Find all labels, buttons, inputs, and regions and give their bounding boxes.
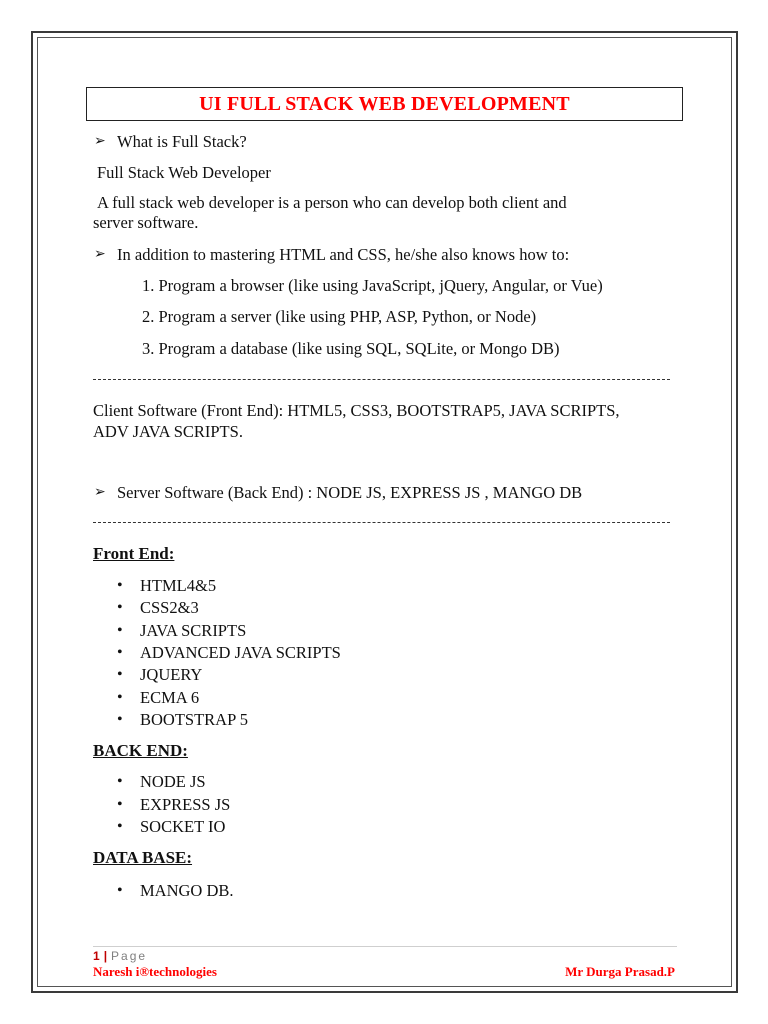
server-software-line: Server Software (Back End) : NODE JS, EXPRESS JS , MANGO DB xyxy=(117,483,583,502)
list-item: BOOTSTRAP 5 xyxy=(140,710,249,729)
dot-bullet-icon: • xyxy=(117,796,123,813)
dot-bullet-icon: • xyxy=(117,577,123,594)
question-what-is-full-stack: What is Full Stack? xyxy=(117,132,247,151)
dashed-divider xyxy=(93,379,670,380)
client-software-line-1: Client Software (Front End): HTML5, CSS3, BOOTSTRAP5, JAVA SCRIPTS, xyxy=(93,401,620,420)
numbered-item: 3. Program a database (like using SQL, SQLite, or Mongo DB) xyxy=(142,339,560,358)
dot-bullet-icon: • xyxy=(117,689,123,706)
dashed-divider xyxy=(93,522,670,523)
numbered-item: 1. Program a browser (like using JavaScript, jQuery, Angular, or Vue) xyxy=(142,276,603,295)
dot-bullet-icon: • xyxy=(117,622,123,639)
arrow-bullet-icon: ➢ xyxy=(94,485,106,500)
dot-bullet-icon: • xyxy=(117,773,123,790)
arrow-bullet-icon: ➢ xyxy=(94,247,106,262)
dot-bullet-icon: • xyxy=(117,818,123,835)
list-item: JQUERY xyxy=(140,665,203,684)
page-separator: | xyxy=(103,949,108,963)
client-software-line-2: ADV JAVA SCRIPTS. xyxy=(93,422,243,441)
footer-organization: Naresh i®technologies xyxy=(93,964,217,979)
document-title-box xyxy=(86,87,683,121)
page-indicator xyxy=(93,947,147,965)
subtitle: Full Stack Web Developer xyxy=(97,163,271,182)
definition-line-2: server software. xyxy=(93,213,199,232)
definition-line-1: A full stack web developer is a person who can develop both client and xyxy=(97,193,567,212)
arrow-bullet-icon: ➢ xyxy=(94,134,106,149)
section-heading-front-end: Front End: xyxy=(93,544,175,563)
footer-author: Mr Durga Prasad.P xyxy=(565,964,675,979)
list-item: ECMA 6 xyxy=(140,688,200,707)
list-item: CSS2&3 xyxy=(140,598,199,617)
list-item: MANGO DB. xyxy=(140,881,234,900)
list-item: HTML4&5 xyxy=(140,576,217,595)
dot-bullet-icon: • xyxy=(117,711,123,728)
document-title: UI FULL STACK WEB DEVELOPMENT xyxy=(199,92,570,115)
dot-bullet-icon: • xyxy=(117,666,123,683)
page-word: Page xyxy=(111,949,148,963)
dot-bullet-icon: • xyxy=(117,599,123,616)
page-number: 1 xyxy=(93,949,100,963)
numbered-item: 2. Program a server (like using PHP, ASP, Python, or Node) xyxy=(142,307,537,326)
list-item: NODE JS xyxy=(140,772,206,791)
dot-bullet-icon: • xyxy=(117,644,123,661)
dot-bullet-icon: • xyxy=(117,882,123,899)
list-item: SOCKET IO xyxy=(140,817,226,836)
footer-divider xyxy=(93,946,677,947)
section-heading-data-base: DATA BASE: xyxy=(93,848,193,867)
section-heading-back-end: BACK END: xyxy=(93,741,188,760)
list-item: ADVANCED JAVA SCRIPTS xyxy=(140,643,341,662)
list-item: JAVA SCRIPTS xyxy=(140,621,247,640)
list-item: EXPRESS JS xyxy=(140,795,231,814)
intro-line: In addition to mastering HTML and CSS, he/she also knows how to: xyxy=(117,245,570,264)
